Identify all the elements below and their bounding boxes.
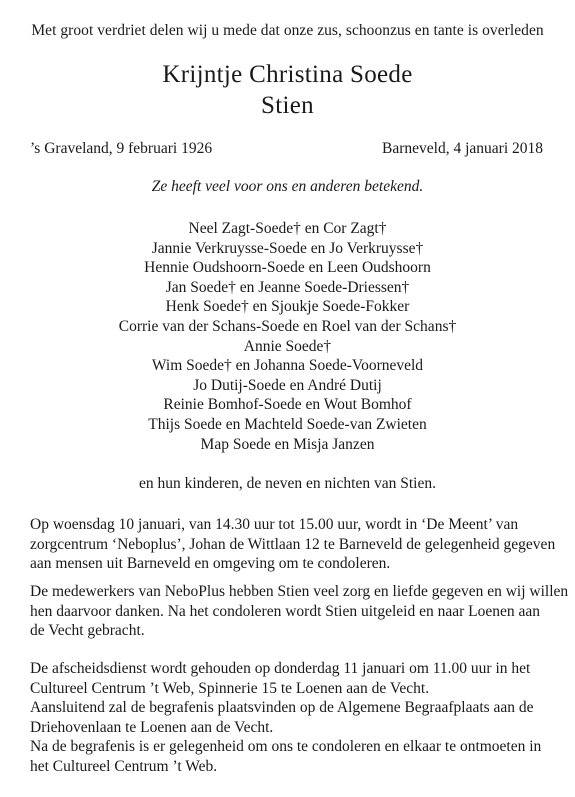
relatives-line: en hun kinderen, de neven en nichten van Stien. — [139, 475, 436, 492]
deceased-nickname: Stien — [261, 92, 314, 119]
paragraph-line: Cultureel Centrum ’t Web, Spinnerie 15 te Loenen aan de Vecht. — [30, 679, 430, 697]
intro-text: Met groot verdriet delen wij u mede dat onze zus, schoonzus en tante is overleden — [31, 22, 544, 39]
deceased-full-name: Krijntje Christina Soede — [162, 61, 413, 88]
after-burial-paragraph — [30, 737, 548, 776]
family-member: Jannie Verkruysse-Soede en Jo Verkruysse† — [151, 239, 424, 257]
family-member: Corrie van der Schans-Soede en Roel van der Schans† — [118, 317, 457, 335]
family-member: Jo Dutij-Soede en André Dutij — [193, 376, 382, 394]
motto-text: Ze heeft veel voor ons en anderen betekend. — [151, 178, 424, 195]
paragraph-line: De medewerkers van NeboPlus hebben Stien veel zorg en liefde gegeven en wij willen — [30, 583, 569, 600]
family-member: Neel Zagt-Soede† en Cor Zagt† — [188, 220, 387, 237]
birth-place-date: ’s Graveland, 9 februari 1926 — [30, 140, 213, 157]
condolence-paragraph — [30, 515, 556, 574]
paragraph-line: de Vecht gebracht. — [30, 622, 145, 640]
paragraph-line: zorgcentrum ‘Neboplus’, Johan de Wittlaan 12 te Barneveld de gelegenheid gegeven — [30, 535, 556, 553]
family-member: Map Soede en Misja Janzen — [200, 435, 375, 453]
thanks-paragraph — [30, 582, 569, 641]
paragraph-line: hen daarvoor danken. Na het condoleren wordt Stien uitgeleid en naar Loenen aan — [30, 602, 541, 620]
paragraph-line: Driehovenlaan te Loenen aan de Vecht. — [30, 718, 274, 736]
family-member: Reinie Bomhof-Soede en Wout Bomhof — [163, 396, 412, 414]
paragraph-line: De afscheidsdienst wordt gehouden op donderdag 11 januari om 11.00 uur in het — [30, 660, 531, 677]
paragraph-line: Op woensdag 10 januari, van 14.30 uur tot 15.00 uur, wordt in ‘De Meent’ van — [30, 516, 519, 533]
paragraph-line: het Cultureel Centrum ’t Web. — [30, 757, 218, 775]
family-list — [0, 219, 575, 454]
family-member: Hennie Oudshoorn-Soede en Leen Oudshoorn — [144, 259, 431, 277]
service-paragraph — [30, 659, 548, 698]
family-member: Wim Soede† en Johanna Soede-Voorneveld — [151, 357, 424, 375]
paragraph-line: Aansluitend zal de begrafenis plaatsvinden op de Algemene Begraafplaats aan de — [30, 699, 534, 716]
family-member: Henk Soede† en Sjoukje Soede-Fokker — [165, 298, 410, 316]
family-member: Annie Soede† — [243, 337, 332, 355]
death-place-date: Barneveld, 4 januari 2018 — [382, 140, 543, 157]
paragraph-line: aan mensen uit Barneveld en omgeving om te condoleren. — [30, 555, 391, 573]
family-member: Jan Soede† en Jeanne Soede-Driessen† — [165, 278, 410, 296]
burial-paragraph — [30, 698, 548, 737]
paragraph-line: Na de begrafenis is er gelegenheid om ons te condoleren en elkaar te ontmoeten in — [30, 738, 542, 755]
family-member: Thijs Soede en Machteld Soede-van Zwieten — [148, 415, 427, 433]
